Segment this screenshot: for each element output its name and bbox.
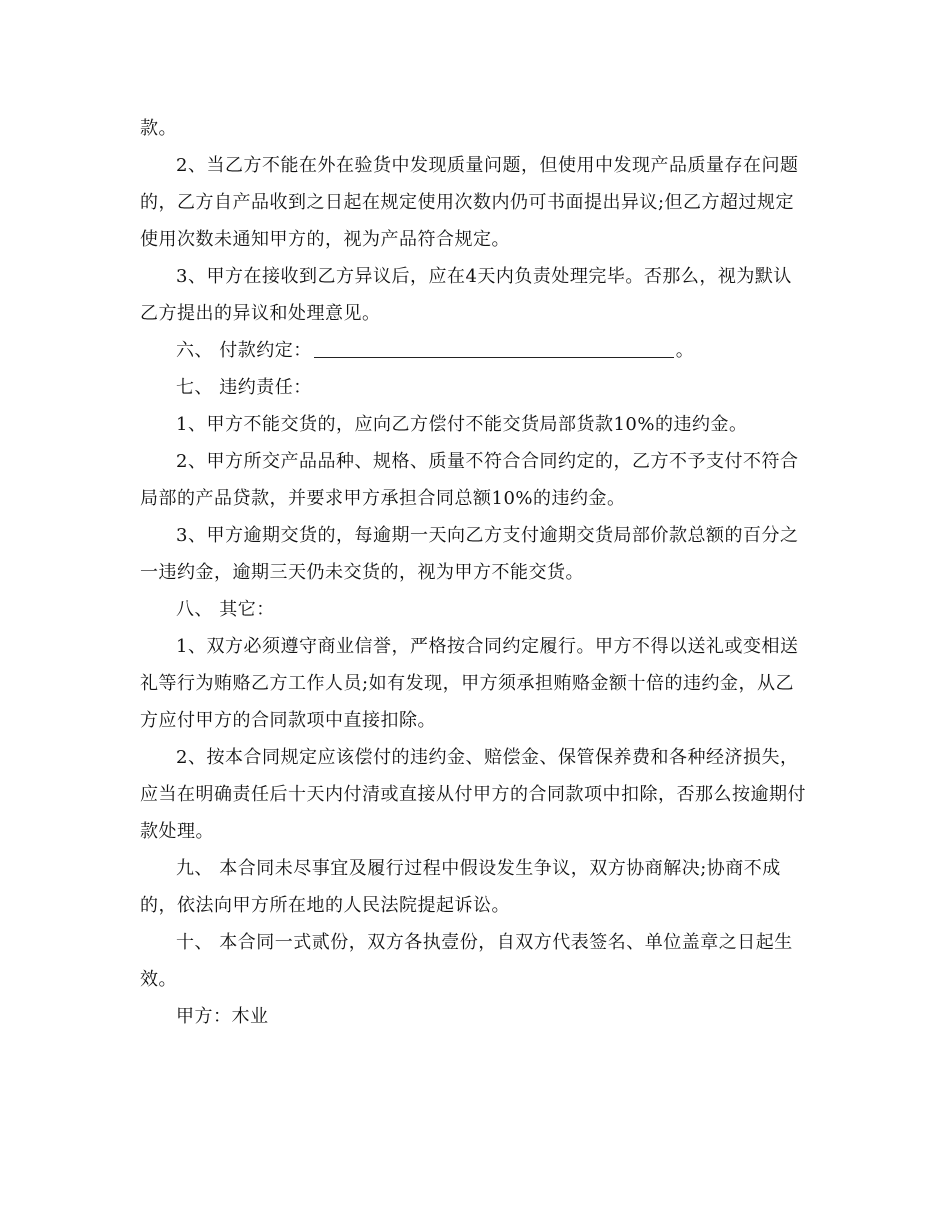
text-line: 款。 <box>140 118 177 139</box>
party-a-signature-line: 甲方：木业 <box>176 1006 269 1027</box>
text-line: 应当在明确责任后十天内付清或直接从付甲方的合同款项中扣除，否那么按逾期付 <box>140 784 806 805</box>
text-line: 2、甲方所交产品品种、规格、质量不符合合同约定的，乙方不予支付不符合 <box>176 451 799 472</box>
text-line: 3、甲方逾期交货的，每逾期一天向乙方支付逾期交货局部价款总额的百分之 <box>176 525 799 546</box>
text-line: 款处理。 <box>140 821 214 842</box>
text-line: 方应付甲方的合同款项中直接扣除。 <box>140 710 436 731</box>
text-line: 2、当乙方不能在外在验货中发现质量问题，但使用中发现产品质量存在问题 <box>176 155 799 176</box>
text-line: 一违约金，逾期三天仍未交货的，视为甲方不能交货。 <box>140 562 584 583</box>
payment-clause-label: 六、 付款约定： <box>176 340 312 361</box>
text-line: 礼等行为贿赂乙方工作人员;如有发现，甲方须承担贿赂金额十倍的违约金，从乙 <box>140 673 795 694</box>
payment-blank-underline <box>314 339 674 358</box>
text-line: 1、甲方不能交货的，应向乙方偿付不能交货局部货款10%的违约金。 <box>176 414 748 435</box>
text-line: 九、 本合同未尽事宜及履行过程中假设发生争议，双方协商解决;协商不成 <box>176 858 781 879</box>
text-line: 3、甲方在接收到乙方异议后，应在4天内负责处理完毕。否那么，视为默认 <box>176 266 792 287</box>
text-line: 乙方提出的异议和处理意见。 <box>140 303 381 324</box>
section-heading: 八、 其它： <box>176 599 275 620</box>
text-line: 效。 <box>140 969 177 990</box>
text-line: 的，乙方自产品收到之日起在规定使用次数内仍可书面提出异议;但乙方超过规定 <box>140 192 795 213</box>
payment-clause-line <box>176 338 856 364</box>
text-line: 的，依法向甲方所在地的人民法院提起诉讼。 <box>140 895 510 916</box>
payment-clause-end: 。 <box>675 340 695 361</box>
text-line: 1、双方必须遵守商业信誉，严格按合同约定履行。甲方不得以送礼或变相送 <box>176 636 799 657</box>
text-line: 2、按本合同规定应该偿付的违约金、赔偿金、保管保养费和各种经济损失， <box>176 747 799 768</box>
text-line: 使用次数未通知甲方的，视为产品符合规定。 <box>140 229 510 250</box>
section-heading: 七、 违约责任： <box>176 377 312 398</box>
text-line: 局部的产品贷款，并要求甲方承担合同总额10%的违约金。 <box>140 488 626 509</box>
text-line: 十、 本合同一式贰份，双方各执壹份，自双方代表签名、单位盖章之日起生 <box>176 932 793 953</box>
